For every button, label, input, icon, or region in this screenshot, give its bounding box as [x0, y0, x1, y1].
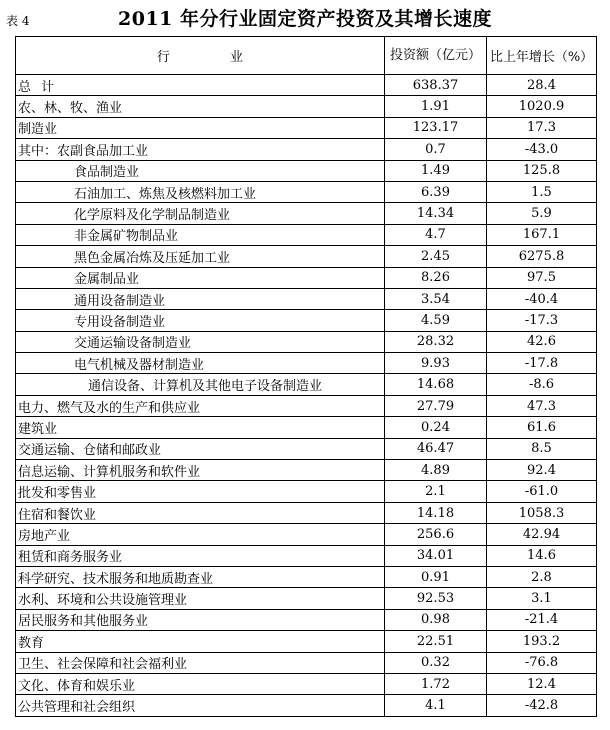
growth-cell: 12.4	[487, 673, 597, 694]
table-row	[16, 460, 597, 481]
table-row	[16, 545, 597, 566]
document-header	[0, 0, 610, 34]
table-header-row	[16, 37, 597, 75]
industry-name-cell: 总 计	[16, 75, 385, 96]
growth-cell: 61.6	[487, 417, 597, 438]
growth-cell: 5.9	[487, 203, 597, 224]
table-row	[16, 139, 597, 160]
growth-cell: -42.8	[487, 695, 597, 716]
growth-cell: -17.3	[487, 310, 597, 331]
industry-name-cell: 通用设备制造业	[16, 288, 385, 309]
growth-cell: -8.6	[487, 374, 597, 395]
industry-name-cell: 专用设备制造业	[16, 310, 385, 331]
table-row	[16, 353, 597, 374]
industry-name-cell: 批发和零售业	[16, 481, 385, 502]
industry-name-cell: 信息运输、计算机服务和软件业	[16, 460, 385, 481]
table-row	[16, 588, 597, 609]
investment-cell: 2.45	[385, 246, 487, 267]
table-row	[16, 331, 597, 352]
column-header-growth: 比上年增长（%）	[487, 37, 597, 75]
industry-name-cell: 居民服务和其他服务业	[16, 609, 385, 630]
growth-cell: 28.4	[487, 75, 597, 96]
growth-cell: 6275.8	[487, 246, 597, 267]
industry-name-cell: 电气机械及器材制造业	[16, 353, 385, 374]
table-row	[16, 310, 597, 331]
growth-cell: 8.5	[487, 438, 597, 459]
industry-name-cell: 房地产业	[16, 524, 385, 545]
investment-cell: 4.1	[385, 695, 487, 716]
table-row	[16, 566, 597, 587]
table-row	[16, 203, 597, 224]
growth-cell: -61.0	[487, 481, 597, 502]
table-row	[16, 160, 597, 181]
investment-cell: 14.34	[385, 203, 487, 224]
table-row	[16, 374, 597, 395]
table-row	[16, 652, 597, 673]
growth-cell: -21.4	[487, 609, 597, 630]
growth-cell: 167.1	[487, 224, 597, 245]
investment-cell: 14.68	[385, 374, 487, 395]
industry-name-cell: 卫生、社会保障和社会福利业	[16, 652, 385, 673]
growth-cell: 17.3	[487, 117, 597, 138]
industry-name-cell: 通信设备、计算机及其他电子设备制造业	[16, 374, 385, 395]
investment-cell: 34.01	[385, 545, 487, 566]
investment-cell: 22.51	[385, 631, 487, 652]
investment-cell: 256.6	[385, 524, 487, 545]
growth-cell: 3.1	[487, 588, 597, 609]
growth-cell: -76.8	[487, 652, 597, 673]
investment-cell: 28.32	[385, 331, 487, 352]
growth-cell: 42.94	[487, 524, 597, 545]
industry-name-cell: 住宿和餐饮业	[16, 502, 385, 523]
table-row	[16, 395, 597, 416]
industry-name-cell: 教育	[16, 631, 385, 652]
investment-cell: 92.53	[385, 588, 487, 609]
growth-cell: -40.4	[487, 288, 597, 309]
industry-name-cell: 金属制品业	[16, 267, 385, 288]
investment-cell: 4.59	[385, 310, 487, 331]
table-row	[16, 502, 597, 523]
industry-name-cell: 文化、体育和娱乐业	[16, 673, 385, 694]
growth-cell: 125.8	[487, 160, 597, 181]
column-header-investment: 投资额（亿元）	[385, 37, 487, 75]
industry-name-cell: 租赁和商务服务业	[16, 545, 385, 566]
investment-cell: 1.91	[385, 96, 487, 117]
table-row	[16, 75, 597, 96]
table-row	[16, 224, 597, 245]
investment-cell: 27.79	[385, 395, 487, 416]
industry-name-cell: 食品制造业	[16, 160, 385, 181]
table-row	[16, 524, 597, 545]
investment-cell: 1.72	[385, 673, 487, 694]
growth-cell: 2.8	[487, 566, 597, 587]
growth-cell: 193.2	[487, 631, 597, 652]
growth-cell: -43.0	[487, 139, 597, 160]
investment-cell: 2.1	[385, 481, 487, 502]
industry-name-cell: 黑色金属冶炼及压延加工业	[16, 246, 385, 267]
growth-cell: 92.4	[487, 460, 597, 481]
growth-cell: -17.8	[487, 353, 597, 374]
table-row	[16, 181, 597, 202]
investment-cell: 6.39	[385, 181, 487, 202]
industry-name-cell: 非金属矿物制品业	[16, 224, 385, 245]
industry-name-cell: 科学研究、技术服务和地质勘查业	[16, 566, 385, 587]
industry-name-cell: 公共管理和社会组织	[16, 695, 385, 716]
growth-cell: 97.5	[487, 267, 597, 288]
table-row	[16, 695, 597, 716]
investment-table	[15, 36, 597, 717]
industry-name-cell: 石油加工、炼焦及核燃料加工业	[16, 181, 385, 202]
table-body	[16, 75, 597, 717]
investment-cell: 4.89	[385, 460, 487, 481]
table-row	[16, 288, 597, 309]
growth-cell: 1.5	[487, 181, 597, 202]
industry-name-cell: 制造业	[16, 117, 385, 138]
industry-name-cell: 建筑业	[16, 417, 385, 438]
investment-cell: 0.32	[385, 652, 487, 673]
investment-cell: 8.26	[385, 267, 487, 288]
investment-cell: 638.37	[385, 75, 487, 96]
table-row	[16, 631, 597, 652]
investment-cell: 123.17	[385, 117, 487, 138]
investment-cell: 0.98	[385, 609, 487, 630]
industry-name-cell: 化学原料及化学制品制造业	[16, 203, 385, 224]
industry-name-cell: 交通运输、仓储和邮政业	[16, 438, 385, 459]
table-row	[16, 609, 597, 630]
investment-cell: 9.93	[385, 353, 487, 374]
investment-cell: 0.7	[385, 139, 487, 160]
investment-cell: 0.24	[385, 417, 487, 438]
column-header-industry: 行 业	[16, 37, 385, 75]
table-row	[16, 117, 597, 138]
investment-cell: 0.91	[385, 566, 487, 587]
growth-cell: 1020.9	[487, 96, 597, 117]
table-row	[16, 673, 597, 694]
investment-cell: 14.18	[385, 502, 487, 523]
investment-cell: 3.54	[385, 288, 487, 309]
industry-name-cell: 其中：农副食品加工业	[16, 139, 385, 160]
industry-name-cell: 农、林、牧、渔业	[16, 96, 385, 117]
table-title: 2011 年分行业固定资产投资及其增长速度	[118, 8, 492, 30]
growth-cell: 42.6	[487, 331, 597, 352]
growth-cell: 1058.3	[487, 502, 597, 523]
investment-cell: 1.49	[385, 160, 487, 181]
table-row	[16, 438, 597, 459]
growth-cell: 14.6	[487, 545, 597, 566]
industry-name-cell: 交通运输设备制造业	[16, 331, 385, 352]
table-row	[16, 96, 597, 117]
table-row	[16, 267, 597, 288]
industry-name-cell: 水利、环境和公共设施管理业	[16, 588, 385, 609]
investment-cell: 46.47	[385, 438, 487, 459]
table-row	[16, 417, 597, 438]
table-row	[16, 481, 597, 502]
table-row	[16, 246, 597, 267]
industry-name-cell: 电力、燃气及水的生产和供应业	[16, 395, 385, 416]
growth-cell: 47.3	[487, 395, 597, 416]
investment-cell: 4.7	[385, 224, 487, 245]
table-number-label: 表 4	[6, 14, 30, 28]
